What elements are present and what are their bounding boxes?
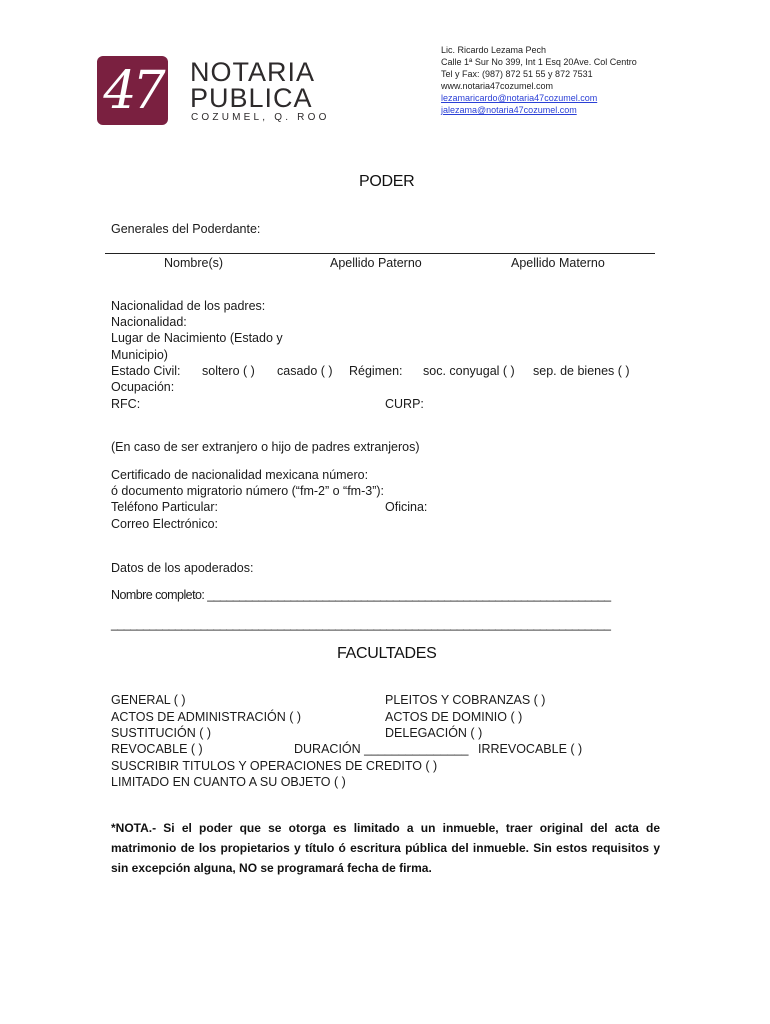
apoderados-heading: Datos de los apoderados: [111,561,254,575]
sep-bienes-option: sep. de bienes ( ) [533,364,630,378]
certificado-label: Certificado de nacionalidad mexicana número: [111,468,369,482]
delegacion-option: DELEGACIÓN ( ) [385,726,483,740]
documento-migratorio-label: ó documento migratorio número (“fm-2” o “fm-3”): [111,484,384,498]
regimen-label: Régimen: [349,364,403,378]
pleitos-option: PLEITOS Y COBRANZAS ( ) [385,693,546,707]
titulos-option: SUSCRIBIR TITULOS Y OPERACIONES DE CREDITO ( ) [111,759,438,773]
apoderado-second-line: ______________________________________________________________________________ [111,617,611,631]
notaria-logo [97,56,168,125]
facultades-heading: FACULTADES [337,645,437,662]
revocable-option: REVOCABLE ( ) [111,742,203,756]
lugar-nacimiento-label-2: Municipio) [111,348,168,362]
rfc-label: RFC: [111,397,141,411]
contact-website: www.notaria47cozumel.com [441,81,554,91]
logo-number: 47 [103,60,162,121]
correo-label: Correo Electrónico: [111,517,218,531]
duracion-field: DURACIÓN _______________ [294,742,469,756]
name-underline [105,253,655,254]
nacionalidad-padres-label: Nacionalidad de los padres: [111,299,266,313]
logo-title-line2: PUBLICA [190,83,313,113]
dominio-option: ACTOS DE DOMINIO ( ) [385,710,523,724]
limitado-option: LIMITADO EN CUANTO A SU OBJETO ( ) [111,775,346,789]
sustitucion-option: SUSTITUCIÓN ( ) [111,726,211,740]
irrevocable-option: IRREVOCABLE ( ) [478,742,583,756]
estado-civil-label: Estado Civil: [111,364,181,378]
contact-email-1[interactable]: lezamaricardo@notaria47cozumel.com [441,93,598,103]
col-nombres: Nombre(s) [164,256,224,270]
document-title: PODER [359,173,415,190]
logo-location: COZUMEL, Q. ROO [191,112,330,123]
contact-phone: Tel y Fax: (987) 872 51 55 y 872 7531 [441,69,593,79]
apoderado-nombre-line: Nombre completo: _______________________________________________________________ [111,588,611,602]
nacionalidad-label: Nacionalidad: [111,315,187,329]
col-apellido-paterno: Apellido Paterno [330,256,422,270]
contact-email-2[interactable]: jalezama@notaria47cozumel.com [441,105,577,115]
extranjero-note: (En caso de ser extranjero o hijo de padres extranjeros) [111,440,420,454]
poderdante-heading: Generales del Poderdante: [111,222,261,236]
lugar-nacimiento-label: Lugar de Nacimiento (Estado y [111,331,283,345]
logo-title-line1: NOTARIA [190,57,316,87]
casado-option: casado ( ) [277,364,333,378]
curp-label: CURP: [385,397,424,411]
oficina-label: Oficina: [385,500,428,514]
contact-name: Lic. Ricardo Lezama Pech [441,45,547,55]
general-option: GENERAL ( ) [111,693,186,707]
col-apellido-materno: Apellido Materno [511,256,605,270]
soltero-option: soltero ( ) [202,364,255,378]
conyugal-option: soc. conyugal ( ) [423,364,515,378]
nota-paragraph: *NOTA.- Si el poder que se otorga es limitado a un inmueble, traer original del acta de matrimonio de los propietarios y título ó escritura pública del inmueble. Sin estos requisitos y sin excepción alguna, NO se programará fecha de firma. [111,821,660,875]
ocupacion-label: Ocupación: [111,380,175,394]
telefono-label: Teléfono Particular: [111,500,219,514]
contact-address: Calle 1ª Sur No 399, Int 1 Esq 20Ave. Col Centro [441,57,637,67]
administracion-option: ACTOS DE ADMINISTRACIÓN ( ) [111,710,302,724]
